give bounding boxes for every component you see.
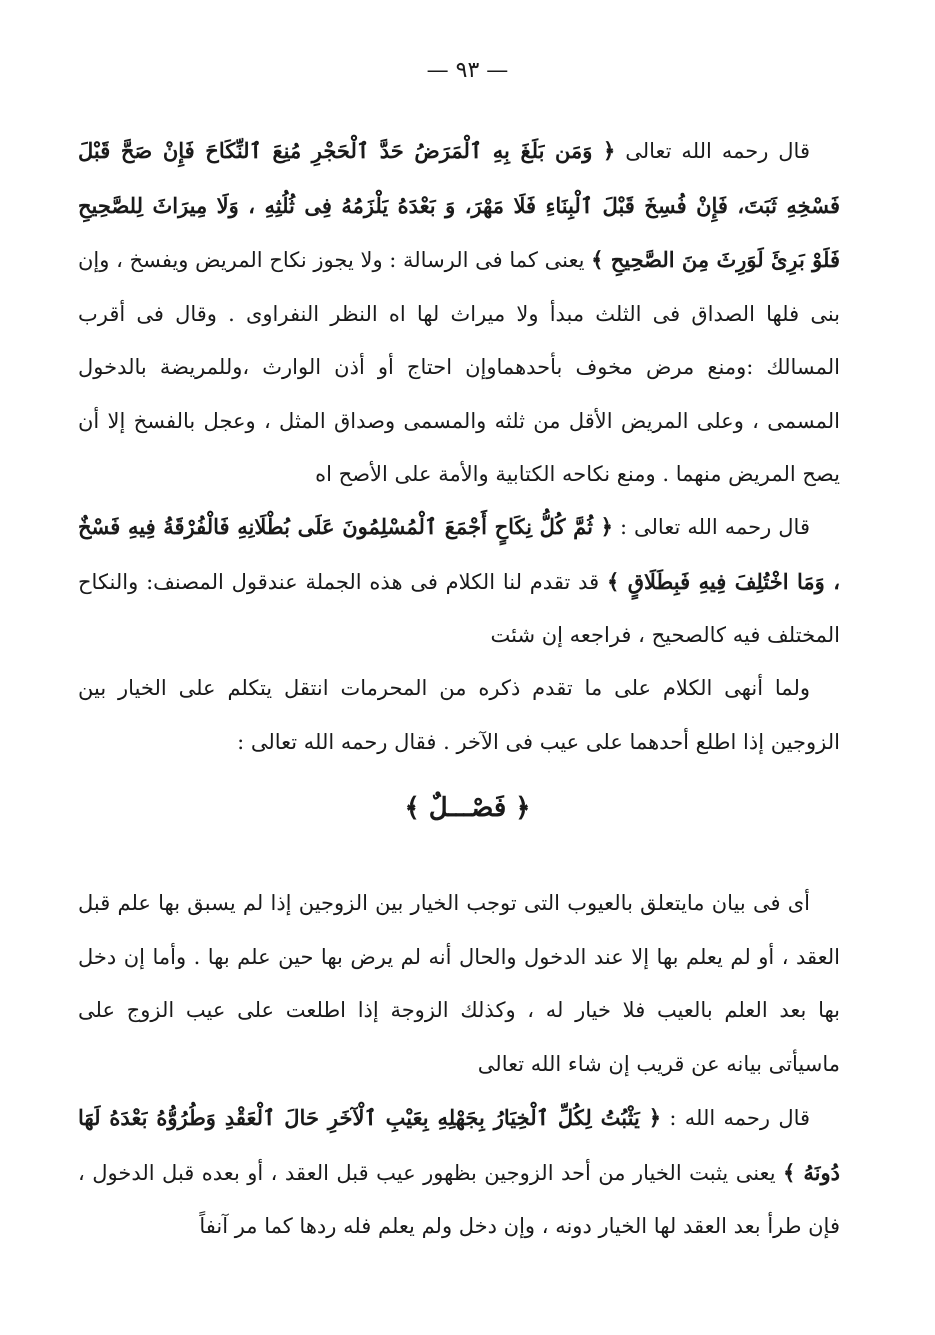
section-paragraph-2-lead: قال رحمه الله :	[661, 1106, 811, 1130]
paragraph-1-quote: ﴿ وَمَن بَلَغَ بِهِ ٱلْمَرَضُ حَدَّ ٱلْحَجْرِ مُنِعَ ٱلنِّكَاحَ فَإِنْ صَحَّ قَبْلَ فَسْخِهِ ثَبَتَ، فَإِنْ فُسِخَ قَبْلَ ٱلْبِنَاءِ فَلَا مَهْرَ، وَ بَعْدَهُ يَلْزَمُهُ فِى ثُلُثِهِ ، وَلَا مِيرَاثَ لِلصَّحِيحِ فَلَوْ بَرِئَ لَوَرِثَ مِنَ الصَّحِيحِ ﴾	[78, 138, 840, 272]
paragraph-2-quote: ﴿ ثُمَّ كُلُّ نِكَاحٍ أَجْمَعَ ٱلْمُسْلِمُونَ عَلَى بُطْلَانِهِ فَالْفُرْقَةُ فِيهِ فَسْخٌ ، وَمَا اخْتُلِفَ فِيهِ فَبِطَلَاقٍ ﴾	[78, 514, 840, 594]
paragraph-1-lead: قال رحمه الله تعالى	[615, 139, 810, 163]
paragraph-2	[78, 500, 840, 663]
section-paragraph-1	[78, 877, 840, 1091]
section-paragraph-2-quote: ﴿ يَثْبُتُ لِكُلِّ ٱلْخِيَارُ بِجَهْلِهِ بِعَيْبِ ٱلْآخَرِ حَالَ ٱلْعَقْدِ وَطُرُوُّهُ بَعْدَهُ لَهَا دُونَهُ ﴾	[78, 1105, 840, 1185]
section-paragraph-1-text: أى فى بيان مايتعلق بالعيوب التى توجب الخيار بين الزوجين إذا لم يسبق بها علم قبل العقد ، أو لم يعلم بها إلا عند الدخول والحال أنه لم يرض بها حين علم بها . وأما إن دخل بها بعد العلم بالعيب فلا خيار له ، وكذلك الزوجة إذا اطلعت على عيب الزوج على ماسيأتى بيانه عن قريب إن شاء الله تعالى	[78, 891, 840, 1076]
section-heading: ﴿ فَصْـــلٌ ﴾	[404, 793, 531, 823]
paragraph-1-text	[78, 124, 840, 502]
paragraph-3	[78, 662, 840, 769]
section-paragraph-2	[78, 1091, 840, 1254]
page-number: — ٩٣ —	[426, 58, 509, 83]
paragraph-3-text: ولما أنهى الكلام على ما تقدم ذكره من المحرمات انتقل يتكلم على الخيار بين الزوجين إذا اطلع أحدهما على عيب فى الآخر . فقال رحمه الله تعالى :	[78, 676, 840, 754]
section-paragraph-2-rest: يعنى يثبت الخيار من أحد الزوجين بظهور عيب قبل العقد ، أو بعده قبل الدخول ، فإن طرأ بعد العقد لها الخيار دونه ، وإن دخل ولم يعلم فله ردها كما مر آنفاً	[78, 1160, 840, 1238]
paragraph-1	[78, 124, 840, 502]
paragraph-2-rest: قد تقدم لنا الكلام فى هذه الجملة عندقول المصنف: والنكاح المختلف فيه كالصحيح ، فراجعه إن شئت	[78, 569, 840, 647]
paragraph-2-text	[78, 500, 840, 663]
section-paragraph-2-text	[78, 1091, 840, 1254]
paragraph-1-rest: يعنى كما فى الرسالة : ولا يجوز نكاح المريض ويفسخ ، وإن بنى فلها الصداق فى الثلث مبدأ ولا ميراث لها اه النظر النفراوى . وقال فى أقرب المسالك :ومنع مرض مخوف بأحدهماوإن احتاج أو أذن الوارث ،وللمريضة بالدخول المسمى ، وعلى المريض الأقل من ثلثه والمسمى وصداق المثل ، وعجل بالفسخ إلا أن يصح المريض منهما . ومنع نكاحه الكتابية والأمة على الأصح اه	[78, 248, 840, 486]
paragraph-2-lead: قال رحمه الله تعالى :	[612, 515, 810, 539]
